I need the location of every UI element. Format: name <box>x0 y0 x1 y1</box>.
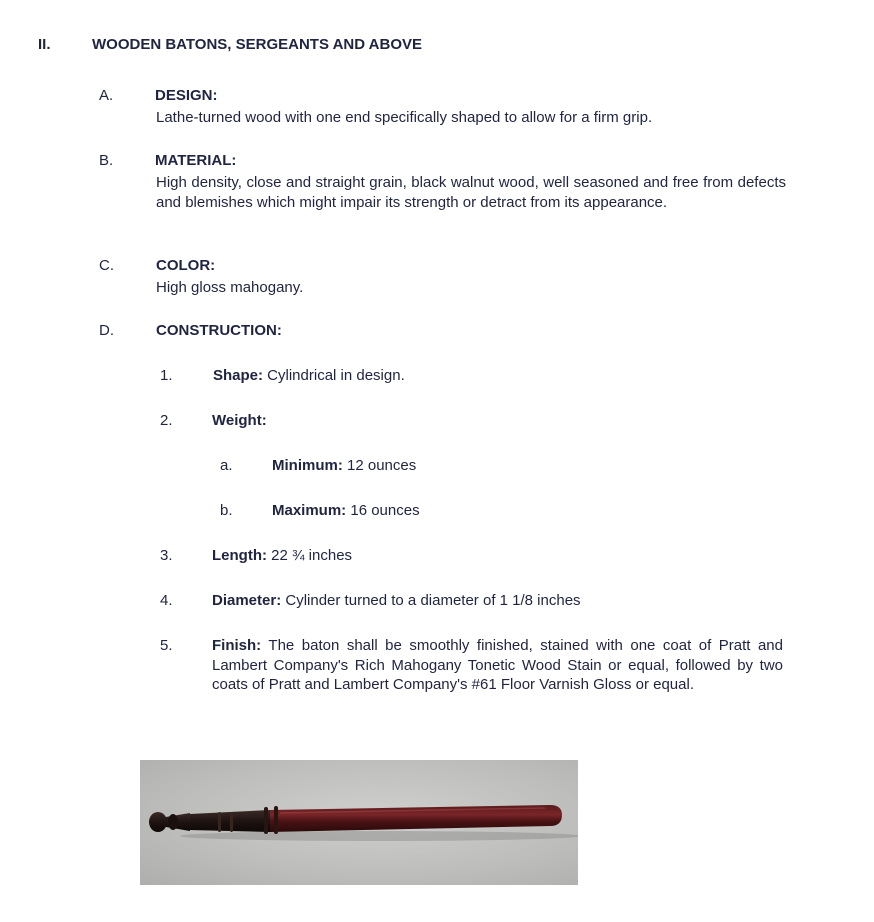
color-heading: COLOR: <box>156 257 216 274</box>
diameter-line <box>212 592 581 609</box>
finish-label: Finish: <box>212 637 262 654</box>
construction-num: 5. <box>160 637 173 654</box>
finish-text: The baton shall be smoothly finished, stained with one coat of Pratt and Lambert Company's Rich Mahogany Tonetic Wood Stain or equal, followed by two coats of Pratt and Lambert Company's #61 Floor Varnish Gloss or equal. <box>212 637 783 693</box>
item-letter-b: B. <box>99 152 114 169</box>
length-label: Length: <box>212 547 267 564</box>
maximum-text: 16 ounces <box>346 502 420 519</box>
material-heading: MATERIAL: <box>155 152 237 169</box>
construction-num: 3. <box>160 547 173 564</box>
design-heading: DESIGN: <box>155 87 218 104</box>
finish-paragraph <box>212 636 783 695</box>
diameter-label: Diameter: <box>212 592 282 609</box>
baton-photo <box>140 760 578 885</box>
item-letter-d: D. <box>99 322 114 339</box>
section-number: II. <box>38 36 51 53</box>
length-text: 22 ¾ inches <box>266 547 353 564</box>
minimum-line <box>272 457 416 474</box>
construction-num: 2. <box>160 412 173 429</box>
item-letter-a: A. <box>99 87 114 104</box>
maximum-label: Maximum: <box>272 502 347 519</box>
weight-letter: b. <box>220 502 233 519</box>
design-text: Lathe-turned wood with one end specifically shaped to allow for a firm grip. <box>156 109 653 126</box>
item-letter-c: C. <box>99 257 114 274</box>
baton-illustration <box>140 760 578 885</box>
shape-label: Shape: <box>213 367 264 384</box>
diameter-text: Cylinder turned to a diameter of 1 1/8 inches <box>281 592 581 609</box>
construction-heading: CONSTRUCTION: <box>156 322 282 339</box>
shape-text: Cylindrical in design. <box>263 367 405 384</box>
construction-num: 4. <box>160 592 173 609</box>
shape-line <box>213 367 405 384</box>
weight-letter: a. <box>220 457 233 474</box>
length-line <box>212 547 352 564</box>
minimum-label: Minimum: <box>272 457 343 474</box>
construction-num: 1. <box>160 367 173 384</box>
section-title: WOODEN BATONS, SERGEANTS AND ABOVE <box>92 36 423 53</box>
material-text: High density, close and straight grain, black walnut wood, well seasoned and free from defects and blemishes which might impair its strength or detract from its appearance. <box>156 174 786 211</box>
color-text: High gloss mahogany. <box>156 279 304 296</box>
weight-label: Weight: <box>212 412 267 429</box>
minimum-text: 12 ounces <box>342 457 417 474</box>
maximum-line <box>272 502 420 519</box>
